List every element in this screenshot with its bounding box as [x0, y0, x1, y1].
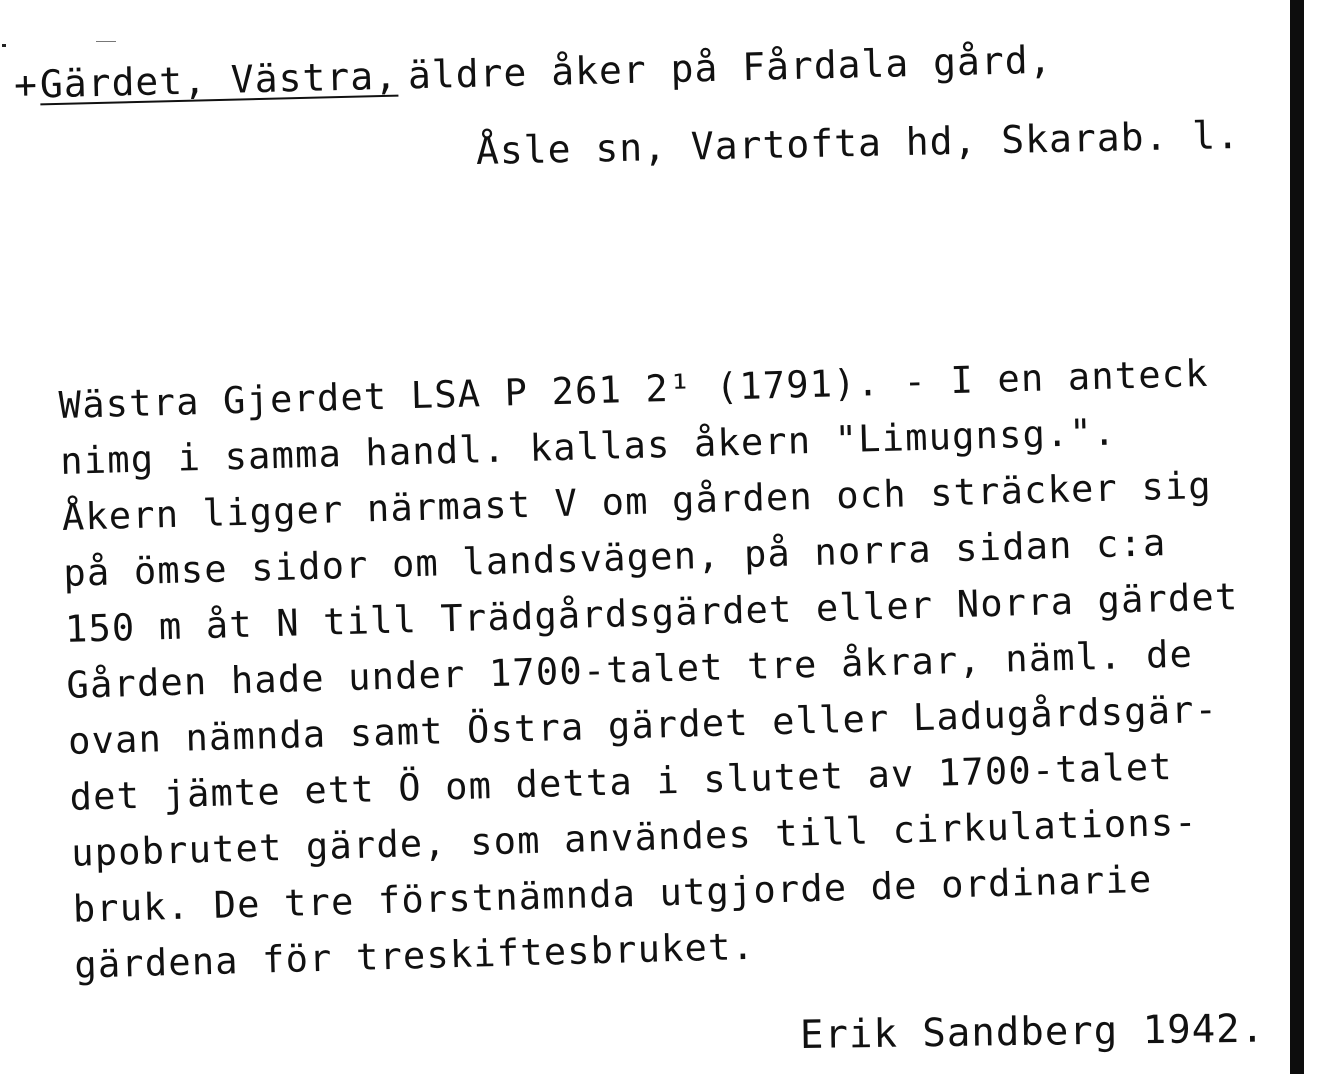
deceased-marker: +	[13, 62, 39, 107]
heading-description: äldre åker på Fårdala gård,	[407, 37, 1054, 98]
author-signature: Erik Sandberg 1942.	[799, 1006, 1266, 1058]
heading-title: Gärdet, Västra,	[39, 53, 399, 107]
body-text	[58, 343, 1315, 993]
body-line: på ömse sidor om landsvägen, på norra sidan c:a	[62, 521, 1168, 595]
body-line: gärdena för treskiftesbruket.	[73, 924, 756, 987]
body-line: bruk. De tre förstnämnda utgjorde de ordinarie	[72, 857, 1153, 931]
body-line: ovan nämnda samt Östra gärdet eller Ladugårdsgär-	[67, 687, 1219, 763]
card-heading	[13, 37, 1054, 107]
body-line: det jämte ett Ö om detta i slutet av 1700-talet	[69, 745, 1174, 819]
ink-speck	[2, 44, 6, 47]
body-line: Wästra Gjerdet LSA P 261 2¹ (1791). - I en anteck	[58, 351, 1210, 427]
card-edge-border	[1290, 0, 1304, 1074]
body-line: Gården hade under 1700-talet tre åkrar, näml. de	[65, 632, 1194, 707]
body-line: nimg i samma handl. kallas åkern "Limugnsg.".	[59, 410, 1117, 483]
ink-mark	[96, 41, 116, 42]
body-line: 150 m åt N till Trädgårdsgärdet eller Norra gärdet	[64, 575, 1239, 651]
location-line: Åsle sn, Vartofta hd, Skarab. l.	[475, 113, 1241, 173]
body-line: Åkern ligger närmast V om gården och sträcker sig	[61, 463, 1213, 539]
body-line: upobrutet gärde, som användes till cirkulations-	[70, 800, 1199, 875]
